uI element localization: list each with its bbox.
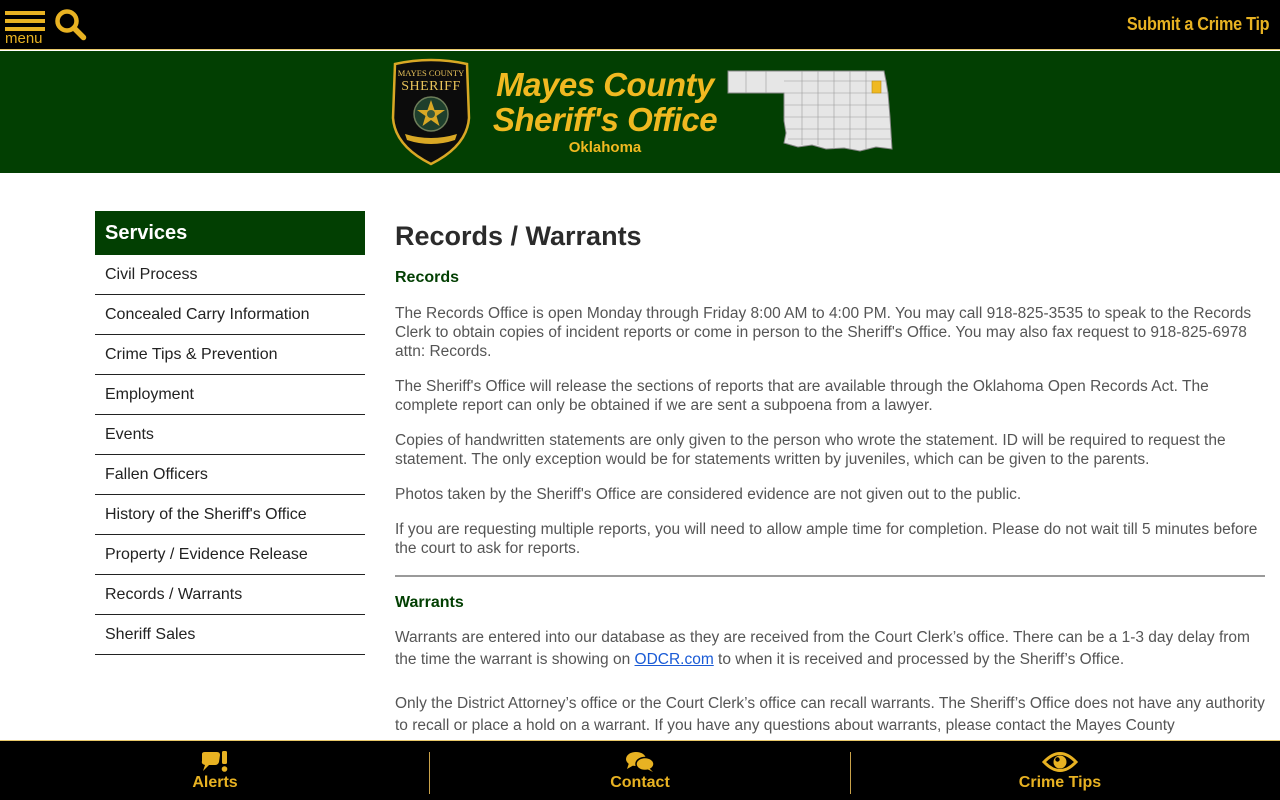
warrants-text: Warrants are entered into our database as they are received from the Court Clerk’s office. There can be a 1-3 day delay from the time the warrant is showing on <box>395 629 1250 668</box>
sidebar-item-employment[interactable]: Employment <box>95 375 365 415</box>
site-title-line1: Mayes County <box>496 66 714 103</box>
search-button[interactable] <box>54 8 88 42</box>
alerts-button[interactable] <box>0 741 430 800</box>
sidebar-item-crime-tips[interactable]: Crime Tips & Prevention <box>95 335 365 375</box>
records-paragraph: If you are requesting multiple reports, you will need to allow ample time for completion. Please do not wait till 5 minutes before the court to ask for reports. <box>395 521 1258 557</box>
site-banner <box>0 51 1280 173</box>
records-heading: Records <box>395 269 460 286</box>
crime-tips-label: Crime Tips <box>1018 774 1102 791</box>
menu-button[interactable] <box>4 9 46 47</box>
sidebar-header: Services <box>95 211 365 255</box>
sidebar-item-fallen-officers[interactable]: Fallen Officers <box>95 455 365 495</box>
section-divider <box>395 575 1265 577</box>
contact-button[interactable] <box>430 741 850 800</box>
svg-text:MAYES COUNTY: MAYES COUNTY <box>397 68 465 78</box>
menu-label: menu <box>5 30 43 47</box>
site-title[interactable] <box>482 67 728 157</box>
oklahoma-map-icon <box>726 69 898 155</box>
warrants-heading: Warrants <box>395 594 464 611</box>
search-icon <box>54 8 88 42</box>
records-paragraph: Photos taken by the Sheriff's Office are considered evidence are not given out to the public. <box>395 486 1022 503</box>
oklahoma-map <box>726 69 898 155</box>
site-title-state: Oklahoma <box>568 139 642 156</box>
records-paragraph: The Records Office is open Monday through Friday 8:00 AM to 4:00 PM. You may call 918-825-3535 to speak to the Records Clerk to obtain copies of incident reports or come in person to the Sheriff's Office. You may also fax request to 918-825-6978 attn: Records. <box>395 305 1252 360</box>
sidebar-item-events[interactable]: Events <box>95 415 365 455</box>
warrants-text: to when it is received and processed by the Sheriff’s Office. <box>713 651 1125 668</box>
odcr-link[interactable]: ODCR.com <box>634 651 714 668</box>
sidebar-item-records-warrants[interactable]: Records / Warrants <box>95 575 365 615</box>
records-paragraph: The Sheriff's Office will release the sections of reports that are available through the Oklahoma Open Records Act. The complete report can only be obtained if we are sent a subpoena from a lawyer. <box>395 378 1209 414</box>
main-content <box>395 211 1265 737</box>
sidebar-item-property-evidence[interactable]: Property / Evidence Release <box>95 535 365 575</box>
bottom-nav-bar <box>0 740 1280 800</box>
svg-text:SHERIFF: SHERIFF <box>401 79 461 94</box>
sheriff-badge-icon <box>389 58 473 166</box>
alerts-label: Alerts <box>192 774 238 791</box>
sidebar-item-sheriff-sales[interactable]: Sheriff Sales <box>95 615 365 655</box>
page-title: Records / Warrants <box>395 221 642 251</box>
top-bar <box>0 0 1280 50</box>
submit-crime-tip-link[interactable]: Submit a Crime Tip <box>1126 14 1269 34</box>
hamburger-icon <box>5 11 45 15</box>
sidebar-item-civil-process[interactable]: Civil Process <box>95 255 365 295</box>
sidebar-item-concealed-carry[interactable]: Concealed Carry Information <box>95 295 365 335</box>
site-title-line2: Sheriff's Office <box>492 101 718 138</box>
services-sidebar <box>95 211 365 655</box>
records-paragraph: Copies of handwritten statements are only given to the person who wrote the statement. ID will be required to request the statement. The only exception would be for statements written by juveniles, which can be given to the parents. <box>395 432 1226 468</box>
contact-label: Contact <box>610 774 670 791</box>
crime-tips-button[interactable] <box>850 741 1270 800</box>
warrants-paragraph <box>395 627 1265 671</box>
sheriff-badge-logo[interactable] <box>389 58 473 166</box>
sidebar-item-history[interactable]: History of the Sheriff's Office <box>95 495 365 535</box>
hamburger-icon <box>5 19 45 23</box>
warrants-paragraph: Only the District Attorney’s office or the Court Clerk’s office can recall warrants. The Sheriff’s Office does not have any authority to recall or place a hold on a warrant. If you have any questions about warrants, please contact the Mayes County <box>395 695 1265 734</box>
